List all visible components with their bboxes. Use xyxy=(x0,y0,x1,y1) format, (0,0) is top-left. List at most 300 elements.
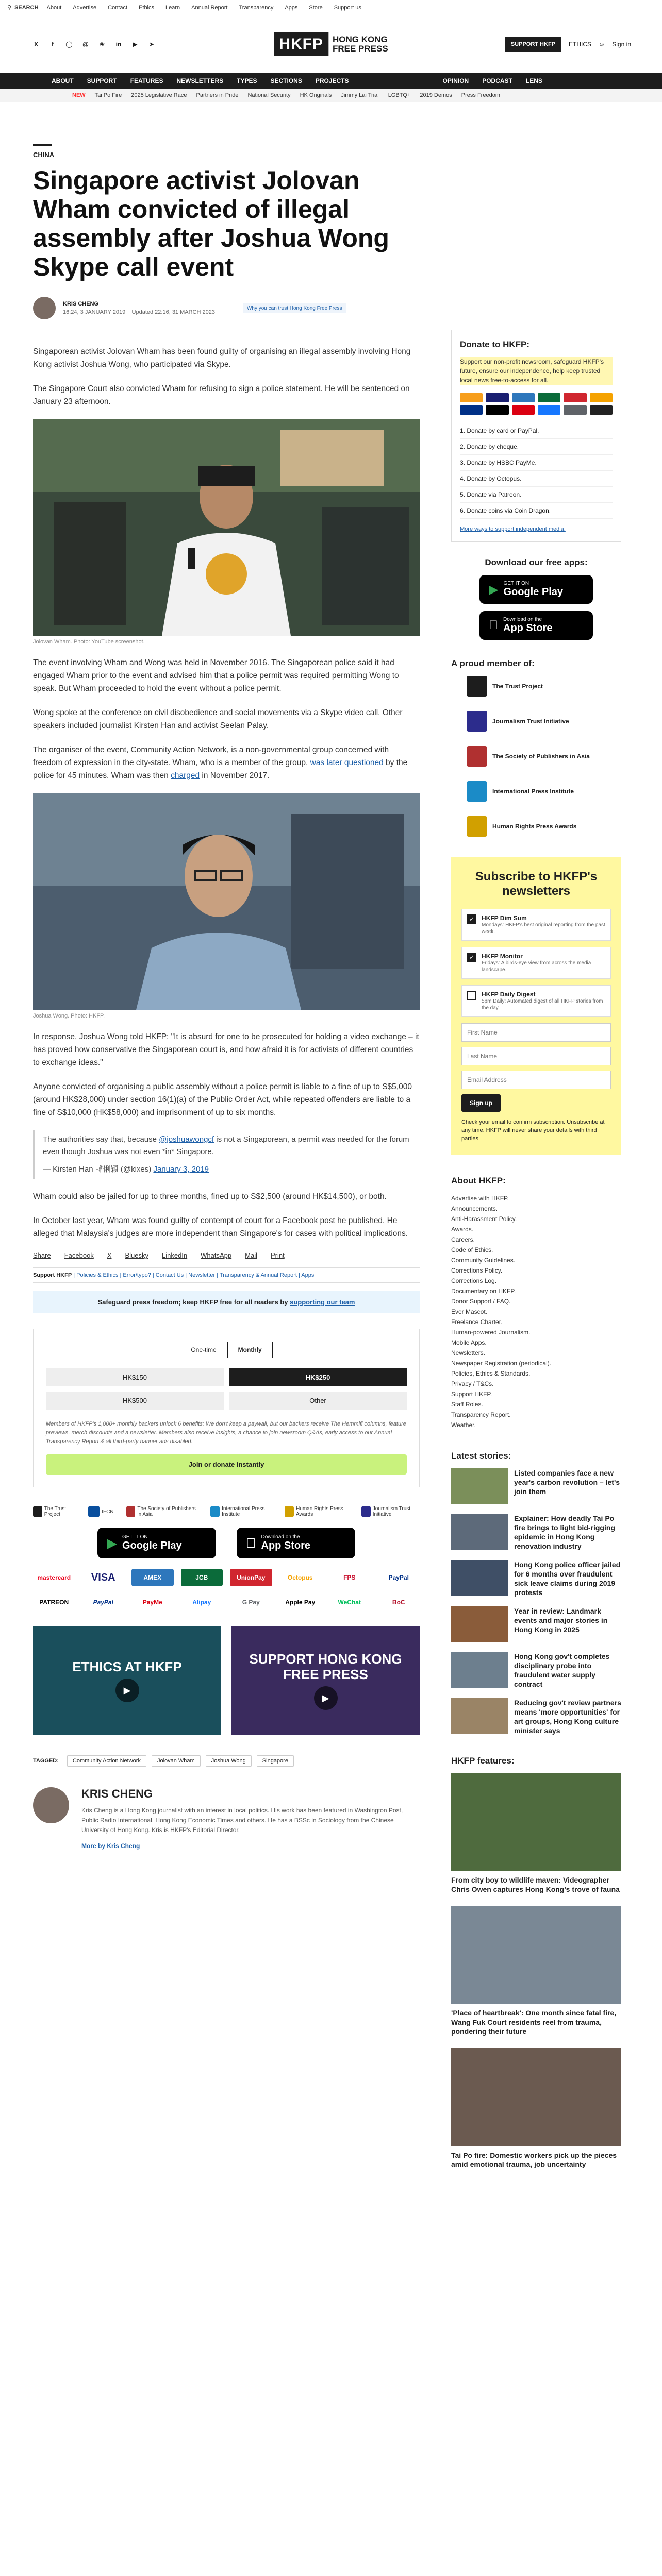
checkbox-unchecked-icon[interactable] xyxy=(467,991,476,1000)
google-play-big: Google Play xyxy=(503,586,564,598)
member-label: Human Rights Press Awards xyxy=(492,823,577,830)
newsletter-option-dim-sum[interactable] xyxy=(461,909,611,941)
feature-title[interactable]: 'Place of heartbreak': One month since fatal fire, Wang Fuk Court residents reel from trauma, pondering their future xyxy=(451,2009,617,2036)
paragraph-2: The Singapore Court also convicted Wham for refusing to sign a police statement. He will be sentenced on January 23 afternoon. xyxy=(33,384,410,406)
badge-icon xyxy=(285,1506,294,1517)
member-ipi[interactable] xyxy=(467,781,621,802)
paypal-icon xyxy=(460,405,483,415)
badge-label: The Trust Project xyxy=(44,1506,66,1517)
donate-intro: Support our non-profit newsroom, safeguard HKFP's future, ensure our independence, help keep trusted local news free-to-access for all. xyxy=(460,357,613,385)
jcb-logo: JCB xyxy=(181,1569,223,1586)
about-links xyxy=(451,1193,621,1430)
tweet-signature xyxy=(43,1163,420,1176)
byline-info xyxy=(63,300,215,316)
safeguard-banner xyxy=(33,1291,420,1313)
newsletter-name: HKFP Daily Digest xyxy=(482,991,536,998)
about-link[interactable]: Code of Ethics. xyxy=(451,1246,493,1253)
donate-option[interactable]: 4. Donate by Octopus. xyxy=(460,471,613,487)
newsletter-desc: Mondays: HKFP's best original reporting from the past week. xyxy=(482,922,605,935)
threads-icon[interactable]: @ xyxy=(82,41,89,48)
trending-link[interactable]: Jimmy Lai Trial xyxy=(341,92,379,98)
about-link[interactable]: Corrections Policy. xyxy=(451,1267,503,1274)
ipi-icon xyxy=(467,781,487,802)
tweet-text-a: The authorities say that, because xyxy=(43,1135,159,1144)
latest-story[interactable] xyxy=(451,1698,621,1735)
amex-icon xyxy=(512,393,535,402)
utility-link-contact[interactable]: Contact xyxy=(108,4,128,11)
about-link[interactable]: Awards. xyxy=(451,1226,474,1233)
utility-link-learn[interactable]: Learn xyxy=(166,4,180,11)
patreon-logo: PATREON xyxy=(39,1599,69,1606)
story-title[interactable]: Explainer: How deadly Tai Po fire brings to light bid-rigging epidemic in Hong Kong renovation industry xyxy=(514,1514,615,1550)
visa-icon xyxy=(486,393,508,402)
latest-story[interactable] xyxy=(451,1652,621,1689)
figure-joshua-wong xyxy=(33,793,420,1019)
donate-option[interactable]: 6. Donate coins via Coin Dragon. xyxy=(460,503,613,519)
sidebar-payment-logos xyxy=(460,393,613,415)
story-thumbnail[interactable] xyxy=(451,1698,508,1734)
nav-about[interactable]: ABOUT xyxy=(52,77,74,84)
apps-heading: Download our free apps: xyxy=(485,557,588,567)
feature-story[interactable] xyxy=(451,1773,621,1894)
donate-heading: Donate to HKFP: xyxy=(460,340,530,349)
utility-link-store[interactable]: Store xyxy=(309,4,323,11)
payme-icon xyxy=(512,405,535,415)
badge-label: International Press Institute xyxy=(222,1506,265,1517)
share-mail-link[interactable]: Mail xyxy=(245,1251,257,1259)
share-facebook-link[interactable]: Facebook xyxy=(64,1251,94,1259)
donate-options xyxy=(460,423,613,519)
author-box-avatar[interactable] xyxy=(33,1787,69,1823)
about-link[interactable]: Documentary on HKFP. xyxy=(451,1287,516,1295)
safeguard-text: Safeguard press freedom; keep HKFP free for all readers by xyxy=(97,1298,290,1306)
nav-projects[interactable]: PROJECTS xyxy=(315,77,349,84)
about-link[interactable]: Newsletters. xyxy=(451,1349,486,1357)
paragraph-5-text-b: by the police for 45 minutes. Wham was then xyxy=(33,758,408,780)
feature-image[interactable] xyxy=(451,2048,621,2146)
checkbox-checked-icon[interactable]: ✓ xyxy=(467,914,476,924)
donate-option[interactable]: 3. Donate by HSBC PayMe. xyxy=(460,455,613,471)
newsletter-signup xyxy=(451,857,621,1155)
hrpa-icon xyxy=(467,816,487,837)
paragraph-6: In response, Joshua Wong told HKFP: "It is absurd for one to be prosecuted for holding a video exchange – it has proved how conservative the Singaporean court is, and how afraid it is for activists of different countries to exchange ideas." xyxy=(33,1032,419,1067)
mastercard-icon xyxy=(460,393,483,402)
about-link[interactable]: Mobile Apps. xyxy=(451,1339,487,1346)
bluesky-icon[interactable]: ❀ xyxy=(99,41,105,48)
byline xyxy=(33,297,420,319)
about-link[interactable]: Newspaper Registration (periodical). xyxy=(451,1360,552,1367)
app-store-button[interactable] xyxy=(237,1528,355,1558)
app-store-small: Download on the xyxy=(251,1534,290,1540)
x-icon[interactable]: X xyxy=(34,41,38,48)
support-hkfp-link[interactable]: Support HKFP xyxy=(33,1272,72,1278)
latest-story[interactable] xyxy=(451,1560,621,1597)
share-x-link[interactable]: X xyxy=(107,1251,112,1259)
story-thumbnail[interactable] xyxy=(451,1606,508,1642)
share-whatsapp-link[interactable]: WhatsApp xyxy=(201,1251,232,1259)
tweet-text xyxy=(43,1133,420,1158)
search-link[interactable]: ⚲ SEARCH xyxy=(7,4,39,11)
paypal-logo-2: PayPal xyxy=(93,1599,113,1606)
signin-link[interactable]: Sign in xyxy=(612,41,631,48)
google-play-big: Google Play xyxy=(122,1540,182,1551)
newsletter-name: HKFP Dim Sum xyxy=(482,914,527,922)
article-footer-links xyxy=(33,1267,420,1283)
caption-2: Joshua Wong. Photo: HKFP. xyxy=(33,1013,105,1019)
feature-title[interactable]: Tai Po fire: Domestic workers pick up the pieces amid emotional trauma, job uncertainty xyxy=(451,2151,617,2168)
story-thumbnail[interactable] xyxy=(451,1652,508,1688)
charged-link[interactable]: charged xyxy=(171,771,200,780)
telegram-icon[interactable]: ➤ xyxy=(148,41,155,48)
member-label: International Press Institute xyxy=(492,788,574,795)
badge-sopa[interactable] xyxy=(126,1506,198,1517)
publish-date: 16:24, 3 JANUARY 2019 xyxy=(63,309,126,315)
paragraph-8: Wham could also be jailed for up to three months, fined up to S$2,500 (around HK$14,500), or both. xyxy=(33,1192,387,1201)
apple-pay-icon xyxy=(590,405,613,415)
member-heading: A proud member of: xyxy=(451,658,535,668)
latest-story[interactable] xyxy=(451,1606,621,1642)
member-sopa[interactable] xyxy=(467,746,621,767)
logo-text-line-2: FREE PRESS xyxy=(332,44,388,54)
trust-project-icon xyxy=(467,676,487,697)
logo-text-line-1: HONG KONG xyxy=(332,35,388,44)
about-link[interactable]: Transparency Report. xyxy=(451,1411,511,1418)
sopa-icon xyxy=(467,746,487,767)
about-link[interactable]: Privacy / T&Cs. xyxy=(451,1380,494,1387)
google-play-icon: ▶ xyxy=(489,582,499,597)
donate-option[interactable]: 2. Donate by cheque. xyxy=(460,439,613,455)
utility-link-annual-report[interactable]: Annual Report xyxy=(191,4,228,11)
nav-podcast[interactable]: PODCAST xyxy=(482,77,512,84)
social-links xyxy=(31,39,157,49)
feature-image[interactable] xyxy=(451,1773,621,1871)
sidebar-app-badges xyxy=(451,575,621,640)
author-name[interactable]: KRIS CHENG xyxy=(63,301,99,307)
nav-newsletters[interactable]: NEWSLETTERS xyxy=(176,77,224,84)
fps-logo: FPS xyxy=(343,1574,356,1581)
figure-jolovan-wham xyxy=(33,419,420,645)
sidebar-google-play-button[interactable] xyxy=(479,575,593,604)
about-link[interactable]: Human-powered Journalism. xyxy=(451,1329,531,1336)
visa-logo: VISA xyxy=(91,1571,115,1583)
badge-label: IFCN xyxy=(102,1509,114,1515)
sidebar xyxy=(451,330,621,2181)
story-title[interactable]: Hong Kong police officer jailed for 6 months over fraudulent sick leave claims during 2019 protests xyxy=(514,1561,621,1597)
play-icon: ▶ xyxy=(115,1679,139,1702)
feature-story[interactable] xyxy=(451,1906,621,2036)
member-hrpa[interactable] xyxy=(467,816,621,837)
tweet-date-link[interactable]: January 3, 2019 xyxy=(153,1165,209,1174)
utility-bar xyxy=(0,0,662,15)
payme-logo: PayMe xyxy=(142,1599,162,1606)
caption-1: Jolovan Wham. Photo: YouTube screenshot. xyxy=(33,639,145,645)
tag[interactable]: Singapore xyxy=(257,1755,294,1767)
sidebar-donate xyxy=(451,330,621,542)
about-link[interactable]: Community Guidelines. xyxy=(451,1257,516,1264)
alipay-logo: Alipay xyxy=(192,1599,211,1606)
author-avatar[interactable] xyxy=(33,297,56,319)
newsletter-desc: Fridays: A birds-eye view from across the media landscape. xyxy=(482,960,591,973)
share-print-link[interactable]: Print xyxy=(270,1251,285,1259)
share-label: Share xyxy=(33,1251,51,1259)
amount-option[interactable]: HK$500 xyxy=(46,1392,224,1410)
donation-widget xyxy=(33,1329,420,1487)
features-heading: HKFP features: xyxy=(451,1756,515,1766)
trending-link[interactable]: Tai Po Fire xyxy=(94,92,122,98)
badge-jti[interactable] xyxy=(361,1506,420,1517)
tags-label: TAGGED: xyxy=(33,1758,59,1764)
badge-icon xyxy=(33,1506,42,1517)
utility-link-ethics[interactable]: Ethics xyxy=(139,4,155,11)
unionpay-icon xyxy=(564,393,586,402)
newsletter-heading: Subscribe to HKFP's newsletters xyxy=(475,870,598,898)
amount-option-other[interactable]: Other xyxy=(229,1392,407,1410)
trending-link[interactable]: 2025 Legislative Race xyxy=(131,92,187,98)
newsletter-note: Check your email to confirm subscription. Unsubscribe at any time. HKFP will never share your details with third parties. xyxy=(461,1119,605,1142)
logo-text xyxy=(333,35,388,54)
newsletter-desc: 5pm Daily: Automated digest of all HKFP stories from the day. xyxy=(482,998,603,1011)
trending-link[interactable]: LGBTQ+ xyxy=(388,92,411,98)
story-title[interactable]: Listed companies face a new year's carbon revolution – let's join them xyxy=(514,1469,620,1496)
facebook-icon[interactable]: f xyxy=(52,41,54,48)
search-icon: ⚲ xyxy=(7,5,12,11)
newsletter-option-daily-digest[interactable] xyxy=(461,985,611,1017)
octopus-logo: Octopus xyxy=(287,1574,313,1581)
about-link[interactable]: Corrections Log. xyxy=(451,1277,497,1284)
checkbox-checked-icon[interactable]: ✓ xyxy=(467,953,476,962)
linkedin-icon[interactable]: in xyxy=(115,41,122,48)
member-label: Journalism Trust Initiative xyxy=(492,718,569,725)
amount-option[interactable]: HK$150 xyxy=(46,1368,224,1386)
newsletter-name: HKFP Monitor xyxy=(482,953,523,960)
paragraph-1: Singaporean activist Jolovan Wham has been found guilty of organising an illegal assembly involving Hong Kong activist Joshua Wong, who participated via Skype. xyxy=(33,347,411,369)
photo-joshua-wong xyxy=(33,793,420,1010)
about-link[interactable]: Advertise with HKFP. xyxy=(451,1195,509,1202)
utility-link-about[interactable]: About xyxy=(46,4,62,11)
share-bluesky-link[interactable]: Bluesky xyxy=(125,1251,148,1259)
author-box xyxy=(33,1787,420,1851)
app-store-big: App Store xyxy=(251,1540,301,1551)
google-play-button[interactable] xyxy=(97,1528,216,1558)
main-nav xyxy=(0,73,662,89)
sidebar-app-store-button[interactable] xyxy=(479,611,593,640)
badge-icon xyxy=(88,1506,100,1517)
questioned-link[interactable]: was later questioned xyxy=(310,758,384,767)
feature-title[interactable]: From city boy to wildlife maven: Videographer Chris Owen captures Hong Kong's trove of fauna xyxy=(451,1876,620,1893)
paragraph-9: In October last year, Wham was found guilty of contempt of court for a Facebook post he published. He alleged that Malaysia's judges are more independent than Singapore's for cases with political implications. xyxy=(33,1216,408,1238)
member-label: The Trust Project xyxy=(492,683,543,690)
badge-label: Journalism Trust Initiative xyxy=(372,1506,411,1517)
member-jti[interactable] xyxy=(467,711,621,732)
google-pay-icon xyxy=(564,405,586,415)
support-hkfp-button[interactable]: SUPPORT HKFP xyxy=(505,37,561,52)
paragraph-3: The event involving Wham and Wong was held in November 2016. The Singaporean police said it had engaged Wham prior to the event and advised him that a police permit was required permitting Wong to speak. But Wham proceeded to hold the event without a police permit. xyxy=(33,658,399,693)
embedded-tweet xyxy=(33,1130,420,1179)
share-linkedin-link[interactable]: LinkedIn xyxy=(162,1251,188,1259)
unionpay-logo: UnionPay xyxy=(230,1569,272,1586)
about-link[interactable]: Anti-Harassment Policy. xyxy=(451,1215,517,1223)
site-logo[interactable] xyxy=(274,32,388,56)
new-badge: NEW xyxy=(72,92,86,98)
share-bar xyxy=(33,1251,420,1259)
trending-link[interactable]: 2019 Demos xyxy=(420,92,452,98)
google-play-small: GET IT ON xyxy=(122,1534,148,1540)
frequency-tabs xyxy=(46,1342,407,1358)
article xyxy=(33,144,420,1851)
about-link[interactable]: Policies, Ethics & Standards. xyxy=(451,1370,531,1377)
nav-types[interactable]: TYPES xyxy=(237,77,257,84)
wechat-pay-logo: WeChat xyxy=(338,1599,361,1606)
more-ways-link[interactable]: More ways to support independent media. xyxy=(460,526,566,532)
promo-videos xyxy=(33,1626,420,1735)
trust-link[interactable]: Why you can trust Hong Kong Free Press xyxy=(243,303,346,313)
story-title[interactable]: Year in review: Landmark events and major stories in Hong Kong in 2025 xyxy=(514,1607,608,1634)
about-link[interactable]: Freelance Charter. xyxy=(451,1318,503,1326)
article-title: Singapore activist Jolovan Wham convicted of illegal assembly after Joshua Wong Skype call event xyxy=(33,166,389,281)
badge-label: Human Rights Press Awards xyxy=(296,1506,343,1517)
about-link[interactable]: Support HKFP. xyxy=(451,1391,492,1398)
tags xyxy=(33,1755,420,1767)
tab-one-time[interactable]: One-time xyxy=(180,1342,227,1358)
about-heading: About HKFP: xyxy=(451,1176,506,1185)
badge-trust-project[interactable] xyxy=(33,1506,76,1517)
badge-icon xyxy=(361,1506,371,1517)
story-title[interactable]: Hong Kong gov't completes disciplinary probe into fraudulent water supply contract xyxy=(514,1652,610,1688)
tag[interactable]: Jolovan Wham xyxy=(152,1755,201,1767)
amount-options xyxy=(46,1368,407,1410)
ethics-link[interactable]: ETHICS xyxy=(569,41,592,48)
octopus-icon xyxy=(590,393,613,402)
first-name-field[interactable] xyxy=(461,1023,611,1042)
google-play-small: GET IT ON xyxy=(503,581,529,586)
about-link[interactable]: Donor Support / FAQ. xyxy=(451,1298,511,1305)
google-pay-logo: G Pay xyxy=(242,1599,260,1606)
feature-image[interactable] xyxy=(451,1906,621,2004)
paragraph-5-text-c: in November 2017. xyxy=(200,771,270,780)
about-link[interactable]: Weather. xyxy=(451,1421,476,1429)
nav-sections[interactable]: SECTIONS xyxy=(270,77,302,84)
feature-story[interactable] xyxy=(451,2048,621,2169)
paragraph-7: Anyone convicted of organising a public assembly without a police permit is liable to a fine of up to S$5,000 (around HK$28,000) under section 16(1)(a) of the Public Order Act, while repeated offenders are liable to a fine of S$10,000 (HK$58,000) and imprisonment of up to six months. xyxy=(33,1082,412,1117)
badge-icon xyxy=(126,1506,136,1517)
newsletter-option-monitor[interactable] xyxy=(461,947,611,979)
tweet-author: — Kirsten Han 韓俐穎 (@kixes) xyxy=(43,1165,154,1174)
apple-icon xyxy=(489,618,498,633)
site-header xyxy=(0,15,662,73)
utility-link-transparency[interactable]: Transparency xyxy=(239,4,274,11)
story-thumbnail[interactable] xyxy=(451,1560,508,1596)
story-thumbnail[interactable] xyxy=(451,1514,508,1550)
member-trust-project[interactable] xyxy=(467,676,621,697)
play-icon: ▶ xyxy=(314,1686,338,1710)
video-title: ETHICS AT HKFP xyxy=(72,1659,182,1674)
instagram-icon[interactable]: ◯ xyxy=(65,41,73,48)
video-title: SUPPORT HONG KONG FREE PRESS xyxy=(249,1651,402,1682)
about-link[interactable]: Careers. xyxy=(451,1236,475,1243)
join-donate-button[interactable]: Join or donate instantly xyxy=(46,1454,407,1475)
updated-date: Updated 22:16, 31 MARCH 2023 xyxy=(131,309,215,315)
donate-option[interactable]: 1. Donate by card or PayPal. xyxy=(460,423,613,439)
apple-icon xyxy=(246,1535,256,1551)
youtube-icon[interactable]: ▶ xyxy=(133,41,138,48)
trending-link[interactable]: HK Originals xyxy=(300,92,332,98)
logo-mark: HKFP xyxy=(274,32,328,56)
video-ethics[interactable] xyxy=(33,1626,221,1735)
user-icon[interactable]: ☺ xyxy=(599,41,605,48)
tab-monthly[interactable]: Monthly xyxy=(227,1342,273,1358)
photo-jolovan-wham xyxy=(33,419,420,636)
mastercard-logo: mastercard xyxy=(37,1574,71,1581)
latest-story[interactable] xyxy=(451,1514,621,1551)
utility-link-support[interactable]: Support us xyxy=(334,4,361,11)
about-link[interactable]: Announcements. xyxy=(451,1205,498,1212)
member-label: The Society of Publishers in Asia xyxy=(492,753,590,760)
article-category[interactable]: CHINA xyxy=(33,144,52,159)
paragraph-4: Wong spoke at the conference on civil disobedience and social movements via a Skype video call. Other speakers included journalist Kirsten Han and activist Seelan Palay. xyxy=(33,708,403,730)
signup-button[interactable]: Sign up xyxy=(461,1094,501,1112)
tag[interactable]: Joshua Wong xyxy=(206,1755,252,1767)
latest-heading: Latest stories: xyxy=(451,1451,511,1461)
nav-support[interactable]: SUPPORT xyxy=(87,77,117,84)
paragraph-5 xyxy=(33,743,420,782)
email-field[interactable] xyxy=(461,1071,611,1089)
tag[interactable]: Community Action Network xyxy=(67,1755,146,1767)
paragraph-5-text-a: The organiser of the event, Community Action Network, is a non-governmental group concerned with freedom of expression in the city-state. Wham, who is a member of the group, xyxy=(33,745,389,767)
story-title[interactable]: Reducing gov't review partners means 'more opportunities' for art groups, Hong Kong culture minister says xyxy=(514,1699,621,1735)
google-play-icon: ▶ xyxy=(107,1535,117,1551)
apple-pay-logo: Apple Pay xyxy=(285,1599,316,1606)
jti-icon xyxy=(467,711,487,732)
trending-bar xyxy=(0,89,662,102)
last-name-field[interactable] xyxy=(461,1047,611,1065)
paypal-logo: PayPal xyxy=(388,1574,409,1581)
latest-story[interactable] xyxy=(451,1468,621,1504)
utility-link-advertise[interactable]: Advertise xyxy=(73,4,97,11)
about-link[interactable]: Staff Roles. xyxy=(451,1401,483,1408)
payment-logos xyxy=(33,1569,420,1611)
amex-logo: AMEX xyxy=(131,1569,174,1586)
about-link[interactable]: Ever Mascot. xyxy=(451,1308,488,1315)
story-thumbnail[interactable] xyxy=(451,1468,508,1504)
author-box-name[interactable]: KRIS CHENG xyxy=(81,1787,153,1800)
trending-link[interactable]: Press Freedom xyxy=(461,92,500,98)
patreon-icon xyxy=(486,405,508,415)
tweet-text-b: is not a Singaporean, a permit was needed for the forum even though Joshua was not even *in* Singapore. xyxy=(43,1135,409,1156)
nav-opinion[interactable]: OPINION xyxy=(442,77,469,84)
app-store-big: App Store xyxy=(494,622,543,634)
trending-link[interactable]: Partners in Pride xyxy=(196,92,239,98)
author-bio: Kris Cheng is a Hong Kong journalist with an interest in local politics. His work has been featured in Washington Post, Public Radio International, Hong Kong Economic Times and others. He has a BSSc in Sociology from the Chinese University of Hong Kong. Kris is HKFP's Editorial Director. xyxy=(81,1807,403,1834)
nav-lens[interactable]: LENS xyxy=(525,77,542,84)
trending-link[interactable]: National Security xyxy=(247,92,291,98)
utility-link-apps[interactable]: Apps xyxy=(285,4,298,11)
app-store-small: Download on the xyxy=(494,617,533,622)
badge-ipi[interactable] xyxy=(210,1506,272,1517)
supporting-team-link[interactable]: supporting our team xyxy=(290,1298,355,1306)
badge-hrpa[interactable] xyxy=(285,1506,349,1517)
badge-ifcn[interactable] xyxy=(88,1506,113,1517)
member-benefits: Members of HKFP's 1,000+ monthly backers unlock 6 benefits: We don't keep a paywall, but our backers receive The Hemmifi columns, feature previews, merch discounts and a newsletter. Members also receive insights, a chance to join newsroom Q&As, early access to our Annual Transparency Report & all third-party banner ads disabled. xyxy=(46,1421,406,1445)
alipay-icon xyxy=(538,405,560,415)
more-by-author-link[interactable]: More by Kris Cheng xyxy=(81,1842,140,1850)
video-support[interactable] xyxy=(231,1626,420,1735)
policy-links[interactable]: | Policies & Ethics | Error/typo? | Contact Us | Newsletter | Transparency & Annual Report | Apps xyxy=(73,1272,315,1278)
amount-option-selected[interactable]: HK$250 xyxy=(229,1368,407,1386)
tweet-mention-link[interactable]: @joshuawongcf xyxy=(159,1135,214,1144)
boc-logo: BoC xyxy=(392,1599,405,1606)
nav-features[interactable]: FEATURES xyxy=(130,77,163,84)
donate-option[interactable]: 5. Donate via Patreon. xyxy=(460,487,613,503)
